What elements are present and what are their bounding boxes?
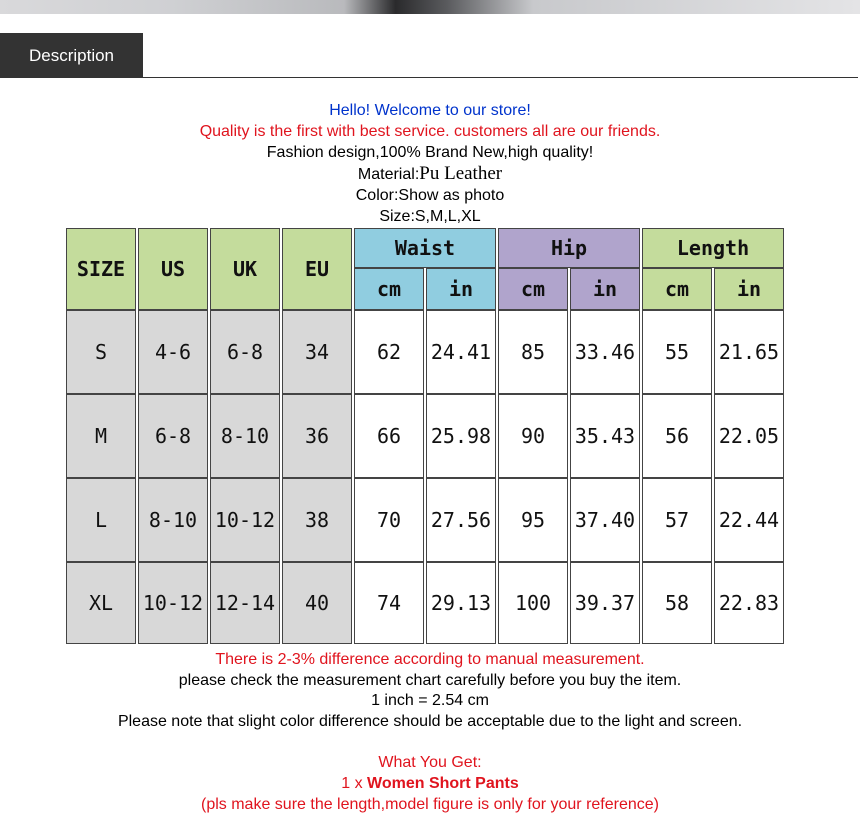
cell-uk: 8-10 [210,394,280,478]
cell-uk: 6-8 [210,310,280,394]
cell-eu: 38 [282,478,352,562]
cell-uk: 10-12 [210,478,280,562]
cell-us: 8-10 [138,478,208,562]
cell-hip-in: 35.43 [570,394,640,478]
welcome-text: Hello! Welcome to our store! [329,102,531,119]
cell-waist-in: 29.13 [426,562,496,644]
cell-uk: 12-14 [210,562,280,644]
cell-size: XL [66,562,136,644]
header-hip-cm: cm [498,268,568,310]
header-length-in: in [714,268,784,310]
cell-length-in: 22.44 [714,478,784,562]
material-text [0,163,860,185]
cell-waist-in: 25.98 [426,394,496,478]
header-waist-in: in [426,268,496,310]
header-hip-in: in [570,268,640,310]
header-uk: UK [210,228,280,310]
package-contents [0,774,860,795]
header-waist: Waist [354,228,496,268]
table-row [66,562,784,644]
size-chart-table [64,228,786,644]
tab-divider [0,77,858,78]
cell-length-in: 22.83 [714,562,784,644]
color-difference-note: Please note that slight color difference should be acceptable due to the light and screen. [117,713,743,730]
material-label: Material: [357,166,420,183]
cell-hip-in: 33.46 [570,310,640,394]
cell-us: 4-6 [138,310,208,394]
cell-length-in: 22.05 [714,394,784,478]
cell-hip-cm: 95 [498,478,568,562]
header-hip: Hip [498,228,640,268]
inch-note: 1 inch = 2.54 cm [371,692,489,709]
cell-length-cm: 56 [642,394,712,478]
difference-note: There is 2-3% difference according to manual measurement. [215,651,645,668]
cell-waist-in: 24.41 [426,310,496,394]
cell-length-cm: 55 [642,310,712,394]
cell-us: 6-8 [138,394,208,478]
package-item: Women Short Pants [367,775,519,792]
package-quantity: 1 x [341,775,368,792]
table-row [66,394,784,478]
cell-size: S [66,310,136,394]
cell-size: M [66,394,136,478]
cell-hip-cm: 90 [498,394,568,478]
reference-note: (pls make sure the length,model figure is only for your reference) [201,796,659,813]
cell-waist-cm: 66 [354,394,424,478]
cell-eu: 40 [282,562,352,644]
cell-eu: 34 [282,310,352,394]
header-us: US [138,228,208,310]
cell-waist-cm: 70 [354,478,424,562]
cell-waist-cm: 74 [354,562,424,644]
tab-description[interactable]: Description [0,33,143,78]
check-note: please check the measurement chart carefully before you buy the item. [178,672,682,689]
table-row [66,310,784,394]
cell-length-cm: 57 [642,478,712,562]
what-you-get-title: What You Get: [378,754,482,771]
cell-us: 10-12 [138,562,208,644]
header-eu: EU [282,228,352,310]
size-text: Size:S,M,L,XL [379,208,481,225]
cell-size: L [66,478,136,562]
cell-length-in: 21.65 [714,310,784,394]
quality-text: Quality is the first with best service. customers all are our friends. [199,123,661,140]
header-size: SIZE [66,228,136,310]
fashion-text: Fashion design,100% Brand New,high quality! [266,144,594,161]
cell-waist-in: 27.56 [426,478,496,562]
cell-eu: 36 [282,394,352,478]
cell-hip-cm: 100 [498,562,568,644]
material-value: Pu Leather [419,163,503,184]
cell-hip-in: 37.40 [570,478,640,562]
color-text: Color:Show as photo [355,187,505,204]
table-row [66,478,784,562]
header-waist-cm: cm [354,268,424,310]
header-length: Length [642,228,784,268]
cell-waist-cm: 62 [354,310,424,394]
cell-length-cm: 58 [642,562,712,644]
cell-hip-cm: 85 [498,310,568,394]
cell-hip-in: 39.37 [570,562,640,644]
product-image-strip [0,0,860,14]
header-length-cm: cm [642,268,712,310]
